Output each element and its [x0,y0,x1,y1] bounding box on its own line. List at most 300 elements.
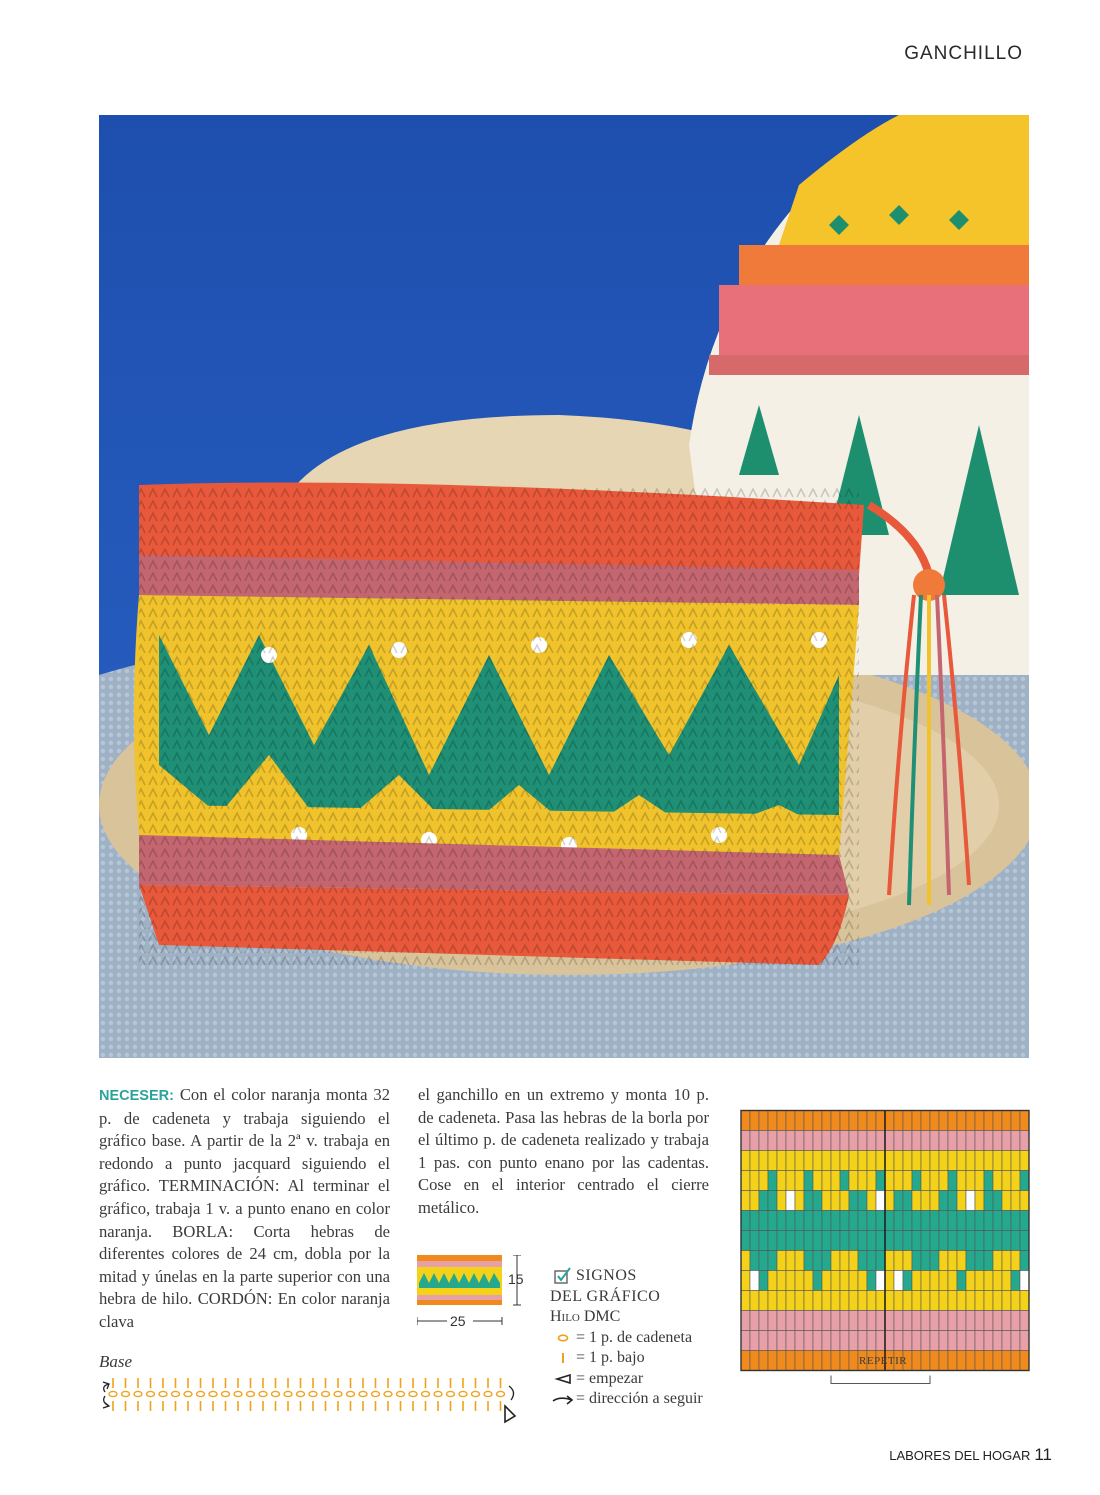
chart-cell [921,1331,930,1351]
chart-cell [768,1171,777,1191]
chart-cell [1020,1171,1029,1191]
chart-cell [1002,1271,1011,1291]
chart-cell [795,1291,804,1311]
chart-cell [858,1251,867,1271]
chart-cell [795,1231,804,1251]
chart-cell [930,1291,939,1311]
chart-cell [822,1151,831,1171]
direction-arrow-icon [550,1393,576,1405]
chart-cell [912,1331,921,1351]
chain-stitch [422,1391,430,1396]
chart-cell [966,1191,975,1211]
chart-cell [993,1111,1002,1131]
chart-cell [840,1351,849,1371]
chart-cell [822,1291,831,1311]
chart-cell [1020,1291,1029,1311]
chart-cell [813,1311,822,1331]
chain-stitch [372,1391,380,1396]
chart-cell [912,1251,921,1271]
chart-cell [939,1331,948,1351]
chart-cell [948,1151,957,1171]
chart-cell [777,1311,786,1331]
chart-cell [777,1131,786,1151]
chart-cell [786,1331,795,1351]
chart-cell [957,1351,966,1371]
chart-cell [939,1211,948,1231]
chart-cell [894,1111,903,1131]
chart-cell [795,1311,804,1331]
chart-cell [1020,1351,1029,1371]
chart-cell [903,1111,912,1131]
chart-cell [1011,1151,1020,1171]
chain-stitch [247,1391,255,1396]
chart-cell [750,1291,759,1311]
chart-cell [948,1111,957,1131]
chart-cell [741,1131,750,1151]
chart-cell [930,1251,939,1271]
chart-cell [777,1111,786,1131]
chart-cell [759,1251,768,1271]
chain-stitch [147,1391,155,1396]
chart-cell [831,1291,840,1311]
article-column-1 [99,1084,390,1334]
chain-stitch [347,1391,355,1396]
chart-cell [921,1271,930,1291]
chart-cell [786,1151,795,1171]
chart-cell [894,1131,903,1151]
chart-cell [849,1191,858,1211]
chart-cell [759,1111,768,1131]
chart-cell [804,1271,813,1291]
chart-cell [984,1171,993,1191]
chart-cell [750,1111,759,1131]
chart-cell [768,1251,777,1271]
section-title: GANCHILLO [904,43,1023,64]
chart-cell [786,1271,795,1291]
chart-cell [795,1131,804,1151]
chart-cell [930,1231,939,1251]
chart-cell [984,1311,993,1331]
chart-cell [867,1131,876,1151]
chart-cell [858,1191,867,1211]
chart-cell [1002,1311,1011,1331]
chart-cell [903,1231,912,1251]
chart-cell [912,1131,921,1151]
chart-cell [921,1351,930,1371]
chart-cell [777,1351,786,1371]
chain-stitch [222,1391,230,1396]
chart-cell [768,1151,777,1171]
chart-cell [867,1191,876,1211]
chart-cell [813,1251,822,1271]
chain-stitch [297,1391,305,1396]
chart-cell [966,1171,975,1191]
chart-cell [804,1151,813,1171]
chart-cell [759,1271,768,1291]
chart-cell [741,1331,750,1351]
chart-cell [786,1171,795,1191]
chart-cell [822,1331,831,1351]
chart-cell [984,1331,993,1351]
chart-cell [849,1151,858,1171]
chart-cell [741,1271,750,1291]
chart-cell [750,1171,759,1191]
chart-cell [795,1111,804,1131]
chart-cell [804,1351,813,1371]
chart-cell [804,1331,813,1351]
chart-cell [750,1331,759,1351]
chart-cell [939,1231,948,1251]
chart-cell [894,1311,903,1331]
chart-cell [903,1211,912,1231]
chart-cell [993,1171,1002,1191]
chart-cell [966,1211,975,1231]
chart-cell [813,1291,822,1311]
chart-cell [966,1271,975,1291]
chart-cell [930,1211,939,1231]
chart-cell [858,1151,867,1171]
chart-cell [876,1291,885,1311]
chain-stitch [197,1391,205,1396]
chart-cell [759,1311,768,1331]
chart-cell [777,1151,786,1171]
chart-cell [993,1191,1002,1211]
chart-cell [768,1111,777,1131]
chart-cell [948,1251,957,1271]
chart-cell [885,1151,894,1171]
chart-cell [876,1191,885,1211]
chart-cell [1020,1211,1029,1231]
chart-cell [867,1311,876,1331]
chart-cell [921,1311,930,1331]
chart-cell [759,1151,768,1171]
chart-cell [876,1111,885,1131]
chart-cell [840,1191,849,1211]
chart-cell [876,1211,885,1231]
chart-cell [813,1111,822,1131]
chart-cell [822,1171,831,1191]
chart-cell [993,1131,1002,1151]
chart-cell [840,1311,849,1331]
chart-cell [1011,1291,1020,1311]
chart-cell [894,1231,903,1251]
chart-cell [939,1271,948,1291]
chart-cell [948,1331,957,1351]
chart-cell [822,1251,831,1271]
chart-cell [876,1151,885,1171]
chart-cell [930,1271,939,1291]
chart-cell [741,1311,750,1331]
chart-cell [966,1311,975,1331]
chart-cell [777,1271,786,1291]
chart-cell [804,1191,813,1211]
chart-cell [948,1211,957,1231]
chart-cell [795,1151,804,1171]
chart-cell [930,1331,939,1351]
chart-cell [840,1331,849,1351]
chart-cell [777,1171,786,1191]
chart-cell [876,1271,885,1291]
chart-cell [840,1251,849,1271]
chart-cell [867,1151,876,1171]
chart-cell [984,1271,993,1291]
legend-item: = 1 p. de cadeneta [550,1328,703,1349]
article-text-1: Con el color naranja monta 32 p. de cadeneta y trabaja siguiendo el gráfico base. A partir de la 2ª v. trabaja en redondo a punto jacquard siguiendo el gráfico. TERMINACIÓN: Al terminar el gráfico, trabaja 1 v. a punto enano en color naranja. BORLA: Corta hebras de diferentes colores de 24 cm, dobla por la mitad y únelas en la parte superior con una hebra de hilo. CORDÓN: En color naranja clava [99,1085,390,1331]
chart-cell [831,1351,840,1371]
chart-cell [786,1351,795,1371]
chain-stitch [109,1391,117,1396]
chart-cell [957,1111,966,1131]
chart-cell [867,1231,876,1251]
chart-cell [741,1211,750,1231]
legend-thread: Hilo DMC [550,1308,621,1325]
chart-cell [984,1151,993,1171]
chart-cell [993,1271,1002,1291]
repeat-bracket [831,1376,930,1384]
size-width: 25 [450,1313,466,1329]
chart-cell [813,1331,822,1351]
chart-cell [984,1291,993,1311]
chart-cell [741,1351,750,1371]
chart-cell [768,1311,777,1331]
chart-cell [930,1311,939,1331]
chart-cell [912,1171,921,1191]
chart-cell [939,1251,948,1271]
chart-cell [903,1271,912,1291]
chart-cell [1011,1311,1020,1331]
chart-cell [840,1151,849,1171]
chart-cell [975,1271,984,1291]
chart-cell [867,1111,876,1131]
chart-cell [759,1231,768,1251]
chart-cell [903,1191,912,1211]
chart-cell [867,1291,876,1311]
chart-cell [813,1171,822,1191]
chart-cell [939,1171,948,1191]
chart-cell [786,1311,795,1331]
chart-cell [921,1131,930,1151]
chart-cell [840,1231,849,1251]
chart-cell [867,1251,876,1271]
chart-cell [885,1231,894,1251]
chart-cell [984,1251,993,1271]
chain-stitch-icon [550,1334,576,1342]
chart-cell [867,1331,876,1351]
chart-cell [912,1231,921,1251]
chart-cell [858,1311,867,1331]
chain-stitch [234,1391,242,1396]
chart-cell [993,1151,1002,1171]
chart-cell [921,1171,930,1191]
chart-cell [750,1351,759,1371]
chart-cell [786,1111,795,1131]
chart-cell [786,1251,795,1271]
chart-cell [939,1291,948,1311]
chart-cell [1011,1211,1020,1231]
chart-cell [750,1211,759,1231]
chart-cell [750,1191,759,1211]
chart-cell [804,1251,813,1271]
chart-cell [759,1131,768,1151]
chart-cell [876,1311,885,1331]
chart-cell [966,1351,975,1371]
chart-cell [957,1311,966,1331]
chart-cell [1002,1231,1011,1251]
chart-cell [768,1291,777,1311]
chart-cell [777,1331,786,1351]
chart-cell [750,1131,759,1151]
chart-cell [1002,1251,1011,1271]
chart-cell [840,1131,849,1151]
chart-cell [939,1111,948,1131]
chart-cell [849,1291,858,1311]
chain-stitch [322,1391,330,1396]
chart-cell [984,1111,993,1131]
chart-cell [831,1151,840,1171]
chart-cell [903,1171,912,1191]
chart-cell [984,1191,993,1211]
chart-cell [867,1171,876,1191]
chain-stitch [309,1391,317,1396]
start-marker [505,1406,515,1422]
chart-cell [894,1171,903,1191]
repeat-label: REPETIR [859,1355,908,1367]
chart-cell [1011,1231,1020,1251]
chart-cell [912,1311,921,1331]
chart-cell [813,1191,822,1211]
chart-cell [1011,1191,1020,1211]
chart-cell [813,1271,822,1291]
chart-cell [921,1151,930,1171]
chart-cell [894,1251,903,1271]
chart-cell [912,1191,921,1211]
chart-cell [750,1311,759,1331]
chart-cell [1020,1251,1029,1271]
chart-cell [822,1271,831,1291]
chart-cell [903,1131,912,1151]
chart-cell [831,1311,840,1331]
chart-cell [786,1291,795,1311]
article-column-2: el ganchillo en un extremo y monta 10 p. de cadeneta. Pasa las hebras de la borla por el último p. de cadeneta realizado y trabaja 1 pas. con punto enano por las cadentas. Cose en el interior centrado el cierre metálico. [418,1085,709,1217]
chart-cell [975,1211,984,1231]
chain-stitch [409,1391,417,1396]
chart-cell [741,1151,750,1171]
chart-cell [777,1291,786,1311]
chart-cell [921,1111,930,1131]
chart-cell [1011,1351,1020,1371]
chart-cell [831,1251,840,1271]
chart-cell [849,1331,858,1351]
jacquard-chart [740,1092,1030,1397]
chain-stitch [159,1391,167,1396]
chart-cell [894,1331,903,1351]
chart-cell [957,1151,966,1171]
chart-cell [1002,1291,1011,1311]
chart-cell [957,1131,966,1151]
chart-cell [1020,1231,1029,1251]
chart-cell [849,1231,858,1251]
chart-cell [939,1131,948,1151]
chart-cell [777,1251,786,1271]
chart-cell [795,1271,804,1291]
chain-stitch [447,1391,455,1396]
chart-cell [930,1151,939,1171]
chain-stitch [134,1391,142,1396]
chart-cell [804,1231,813,1251]
chart-cell [1002,1351,1011,1371]
chart-cell [831,1231,840,1251]
page-number: 11 [1034,1445,1052,1464]
chart-cell [759,1191,768,1211]
chart-cell [813,1151,822,1171]
chart-cell [975,1231,984,1251]
size-height: 15 [508,1271,524,1287]
chart-cell [975,1151,984,1171]
chart-cell [768,1351,777,1371]
chart-cell [831,1331,840,1351]
chart-cell [1002,1111,1011,1131]
chart-cell [939,1311,948,1331]
chart-cell [822,1191,831,1211]
chart-cell [831,1271,840,1291]
chart-cell [858,1271,867,1291]
article-lead: NECESER: [99,1088,174,1104]
chart-cell [975,1191,984,1211]
checkbox-icon [550,1267,576,1285]
chart-cell [930,1171,939,1191]
chart-cell [912,1111,921,1131]
size-pictogram [417,1255,537,1340]
chart-cell [1011,1331,1020,1351]
chart-cell [741,1171,750,1191]
chart-cell [966,1291,975,1311]
chart-cell [1011,1271,1020,1291]
chart-cell [795,1171,804,1191]
chart-cell [966,1251,975,1271]
chart-cell [759,1171,768,1191]
chart-cell [759,1331,768,1351]
chart-cell [831,1131,840,1151]
product-photo [99,115,1029,1058]
chart-cell [957,1251,966,1271]
single-crochet-icon [550,1352,576,1364]
chart-cell [768,1271,777,1291]
chart-cell [966,1151,975,1171]
chain-stitch [472,1391,480,1396]
chart-cell [840,1291,849,1311]
chart-cell [1011,1131,1020,1151]
chart-cell [849,1251,858,1271]
chart-cell [903,1311,912,1331]
chart-cell [804,1311,813,1331]
chart-cell [894,1211,903,1231]
chart-cell [903,1251,912,1271]
chart-cell [750,1231,759,1251]
chart-cell [993,1211,1002,1231]
chart-cell [930,1191,939,1211]
chart-cell [930,1351,939,1371]
magazine-name: LABORES DEL HOGAR [889,1448,1031,1463]
chart-cell [813,1231,822,1251]
chart-cell [984,1131,993,1151]
chart-cell [957,1211,966,1231]
chart-cell [750,1251,759,1271]
chart-cell [1020,1131,1029,1151]
chart-cell [894,1271,903,1291]
chart-cell [822,1211,831,1231]
chart-cell [894,1291,903,1311]
chart-cell [777,1191,786,1211]
